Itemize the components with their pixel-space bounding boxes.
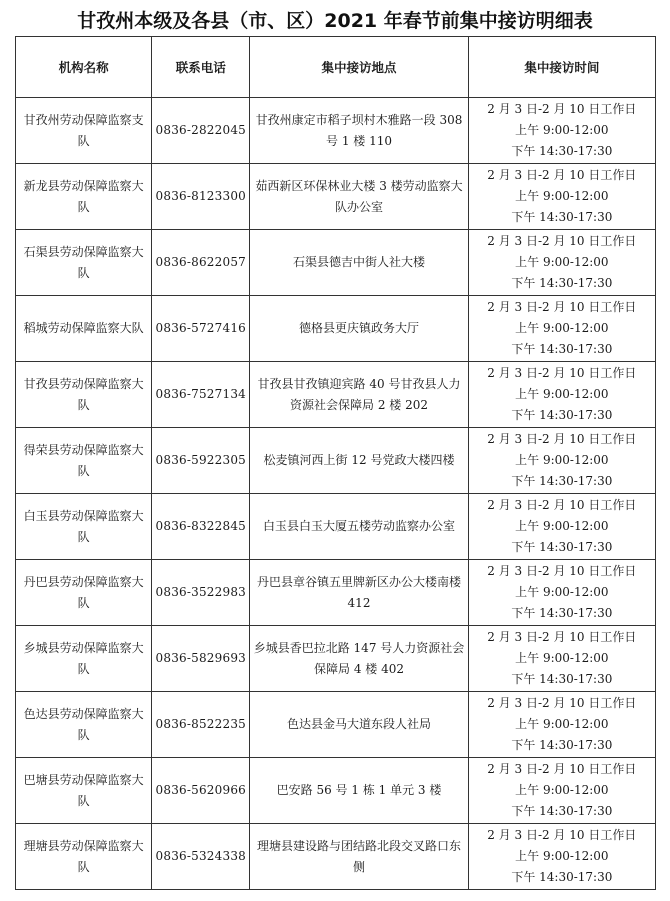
address-cell: 理塘县建设路与团结路北段交叉路口东侧 [250, 824, 468, 890]
table-row [16, 428, 656, 494]
time-line: 2 月 3 日-2 月 10 日工作日 [487, 300, 637, 314]
time-cell [468, 164, 655, 230]
phone-cell: 0836-8322845 [152, 494, 250, 560]
time-line: 上午 9:00-12:00 [515, 717, 609, 731]
table-row [16, 692, 656, 758]
time-cell [468, 560, 655, 626]
table-row [16, 626, 656, 692]
phone-cell: 0836-8522235 [152, 692, 250, 758]
table-body [16, 98, 656, 890]
table-header-row [16, 37, 656, 98]
time-line: 2 月 3 日-2 月 10 日工作日 [487, 234, 637, 248]
phone-cell: 0836-2822045 [152, 98, 250, 164]
time-line: 下午 14:30-17:30 [511, 474, 613, 488]
header-time: 集中接访时间 [468, 37, 655, 98]
time-line: 下午 14:30-17:30 [511, 870, 613, 884]
time-line: 上午 9:00-12:00 [515, 189, 609, 203]
time-line: 2 月 3 日-2 月 10 日工作日 [487, 498, 637, 512]
time-line: 下午 14:30-17:30 [511, 276, 613, 290]
time-line: 下午 14:30-17:30 [511, 408, 613, 422]
document-title: 甘孜州本级及各县（市、区）2021 年春节前集中接访明细表 [77, 10, 593, 32]
time-cell [468, 428, 655, 494]
time-line: 上午 9:00-12:00 [515, 585, 609, 599]
address-cell: 甘孜州康定市稻子坝村木雅路一段 308 号 1 楼 110 [250, 98, 468, 164]
header-phone: 联系电话 [152, 37, 250, 98]
visit-schedule-table [15, 36, 656, 890]
time-line: 下午 14:30-17:30 [511, 210, 613, 224]
table-row [16, 164, 656, 230]
time-line: 上午 9:00-12:00 [515, 387, 609, 401]
phone-cell: 0836-5829693 [152, 626, 250, 692]
phone-cell: 0836-3522983 [152, 560, 250, 626]
org-name-cell: 理塘县劳动保障监察大队 [16, 824, 152, 890]
time-line: 2 月 3 日-2 月 10 日工作日 [487, 828, 637, 842]
table-row [16, 296, 656, 362]
address-cell: 巴安路 56 号 1 栋 1 单元 3 楼 [250, 758, 468, 824]
address-cell: 色达县金马大道东段人社局 [250, 692, 468, 758]
time-line: 2 月 3 日-2 月 10 日工作日 [487, 102, 637, 116]
time-cell [468, 98, 655, 164]
time-line: 下午 14:30-17:30 [511, 738, 613, 752]
time-line: 下午 14:30-17:30 [511, 672, 613, 686]
phone-cell: 0836-5620966 [152, 758, 250, 824]
org-name-cell: 巴塘县劳动保障监察大队 [16, 758, 152, 824]
table-row [16, 824, 656, 890]
time-line: 2 月 3 日-2 月 10 日工作日 [487, 564, 637, 578]
header-address: 集中接访地点 [250, 37, 468, 98]
address-cell: 乡城县香巴拉北路 147 号人力资源社会保障局 4 楼 402 [250, 626, 468, 692]
address-cell: 丹巴县章谷镇五里牌新区办公大楼南楼 412 [250, 560, 468, 626]
time-line: 下午 14:30-17:30 [511, 540, 613, 554]
table-row [16, 560, 656, 626]
address-cell: 茹西新区环保林业大楼 3 楼劳动监察大队办公室 [250, 164, 468, 230]
time-line: 上午 9:00-12:00 [515, 255, 609, 269]
time-line: 下午 14:30-17:30 [511, 144, 613, 158]
address-cell: 石渠县德吉中街人社大楼 [250, 230, 468, 296]
org-name-cell: 甘孜县劳动保障监察大队 [16, 362, 152, 428]
time-line: 上午 9:00-12:00 [515, 783, 609, 797]
time-line: 2 月 3 日-2 月 10 日工作日 [487, 432, 637, 446]
org-name-cell: 得荣县劳动保障监察大队 [16, 428, 152, 494]
time-line: 下午 14:30-17:30 [511, 606, 613, 620]
time-line: 下午 14:30-17:30 [511, 342, 613, 356]
phone-cell: 0836-5324338 [152, 824, 250, 890]
phone-cell: 0836-7527134 [152, 362, 250, 428]
time-cell [468, 296, 655, 362]
org-name-cell: 色达县劳动保障监察大队 [16, 692, 152, 758]
org-name-cell: 乡城县劳动保障监察大队 [16, 626, 152, 692]
phone-cell: 0836-8123300 [152, 164, 250, 230]
time-line: 上午 9:00-12:00 [515, 453, 609, 467]
org-name-cell: 甘孜州劳动保障监察支队 [16, 98, 152, 164]
time-cell [468, 824, 655, 890]
table-row [16, 494, 656, 560]
time-line: 2 月 3 日-2 月 10 日工作日 [487, 366, 637, 380]
org-name-cell: 白玉县劳动保障监察大队 [16, 494, 152, 560]
time-line: 2 月 3 日-2 月 10 日工作日 [487, 762, 637, 776]
phone-cell: 0836-5727416 [152, 296, 250, 362]
phone-cell: 0836-8622057 [152, 230, 250, 296]
table-row [16, 758, 656, 824]
time-line: 上午 9:00-12:00 [515, 849, 609, 863]
time-cell [468, 362, 655, 428]
time-line: 上午 9:00-12:00 [515, 651, 609, 665]
table-row [16, 362, 656, 428]
time-line: 2 月 3 日-2 月 10 日工作日 [487, 168, 637, 182]
address-cell: 白玉县白玉大厦五楼劳动监察办公室 [250, 494, 468, 560]
address-cell: 松麦镇河西上街 12 号党政大楼四楼 [250, 428, 468, 494]
time-cell [468, 692, 655, 758]
table-row [16, 230, 656, 296]
time-line: 上午 9:00-12:00 [515, 519, 609, 533]
table-row [16, 98, 656, 164]
time-cell [468, 626, 655, 692]
phone-cell: 0836-5922305 [152, 428, 250, 494]
address-cell: 德格县更庆镇政务大厅 [250, 296, 468, 362]
time-line: 下午 14:30-17:30 [511, 804, 613, 818]
org-name-cell: 稻城劳动保障监察大队 [16, 296, 152, 362]
time-line: 2 月 3 日-2 月 10 日工作日 [487, 630, 637, 644]
time-line: 上午 9:00-12:00 [515, 321, 609, 335]
address-cell: 甘孜县甘孜镇迎宾路 40 号甘孜县人力资源社会保障局 2 楼 202 [250, 362, 468, 428]
org-name-cell: 新龙县劳动保障监察大队 [16, 164, 152, 230]
time-cell [468, 230, 655, 296]
time-line: 2 月 3 日-2 月 10 日工作日 [487, 696, 637, 710]
time-cell [468, 494, 655, 560]
org-name-cell: 石渠县劳动保障监察大队 [16, 230, 152, 296]
time-cell [468, 758, 655, 824]
org-name-cell: 丹巴县劳动保障监察大队 [16, 560, 152, 626]
header-org: 机构名称 [16, 37, 152, 98]
time-line: 上午 9:00-12:00 [515, 123, 609, 137]
